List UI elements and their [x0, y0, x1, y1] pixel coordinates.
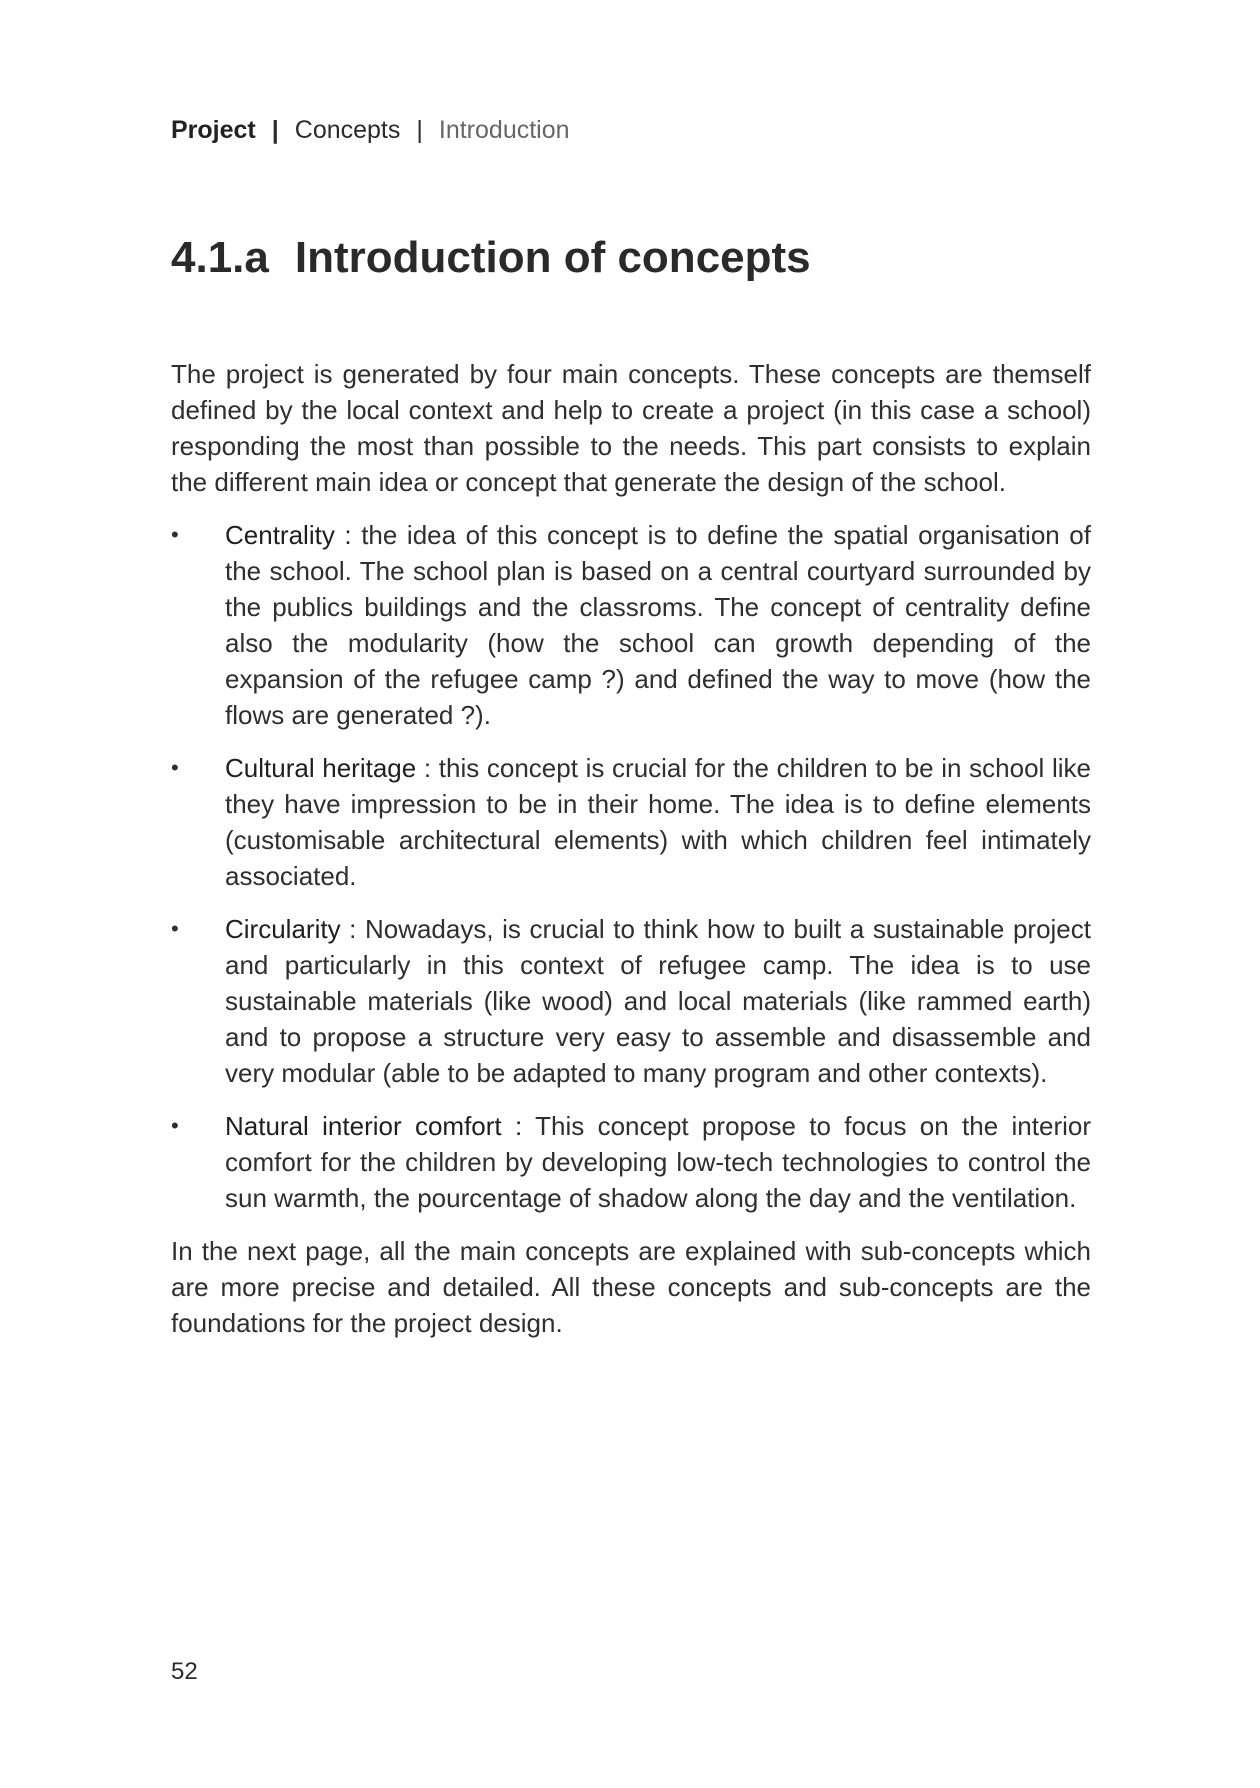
- concept-list: [171, 517, 1091, 1216]
- list-item: [171, 1108, 1091, 1216]
- breadcrumb-concepts: Concepts: [294, 116, 401, 144]
- concept-term: Centrality :: [225, 520, 352, 550]
- bullet-icon: •: [171, 755, 179, 780]
- page-title: [171, 228, 811, 288]
- list-item: [171, 750, 1091, 894]
- breadcrumb-project: Project: [171, 116, 256, 144]
- breadcrumb-separator: |: [271, 116, 279, 144]
- concept-term: Natural interior comfort :: [225, 1111, 523, 1141]
- concept-description: : Nowadays, is crucial to think how to built a sustainable project and particularly in this context of refugee camp. The idea is to use sustainable materials (like wood) and local materials (like rammed earth) and to propose a structure very easy to assemble and disassemble and very modular (able to be adapted to many program and other contexts).: [225, 914, 1091, 1088]
- breadcrumb: [171, 110, 570, 150]
- list-item: [171, 911, 1091, 1091]
- intro-paragraph: The project is generated by four main concepts. These concepts are themself defined by the local context and help to create a project (in this case a school) responding the most than possible to the needs. This part consists to explain the different main idea or concept that generate the design of the school.: [171, 359, 1091, 497]
- list-item: [171, 517, 1091, 733]
- bullet-icon: •: [171, 916, 179, 941]
- bullet-icon: •: [171, 522, 179, 547]
- breadcrumb-separator: |: [416, 116, 423, 144]
- page-number: 52: [171, 1658, 198, 1685]
- section-title: Introduction of concepts: [294, 233, 811, 282]
- bullet-icon: •: [171, 1113, 179, 1138]
- concept-term: Cultural heritage: [225, 753, 417, 783]
- concept-description: This concept propose to focus on the interior comfort for the children by developing low-tech technologies to control the sun warmth, the pourcentage of shadow along the day and the ventilation.: [225, 1111, 1091, 1213]
- body-content: [171, 356, 1091, 1341]
- concept-term: Circularity: [225, 914, 341, 944]
- concept-description: the idea of this concept is to define the spatial organisation of the school. The school plan is based on a central courtyard surrounded by the publics buildings and the classroms. The concept of centrality define also the modularity (how the school can growth depending of the expansion of the refugee camp ?) and defined the way to move (how the flows are generated ?).: [225, 520, 1091, 730]
- breadcrumb-current: Introduction: [438, 116, 570, 144]
- outro-paragraph: In the next page, all the main concepts are explained with sub-concepts which are more precise and detailed. All these concepts and sub-concepts are the foundations for the project design.: [171, 1236, 1091, 1338]
- concept-description: : this concept is crucial for the children to be in school like they have impression to be in their home. The idea is to define elements (customisable architectural elements) with which children feel intimately associated.: [225, 753, 1091, 891]
- section-number: 4.1.a: [171, 233, 269, 282]
